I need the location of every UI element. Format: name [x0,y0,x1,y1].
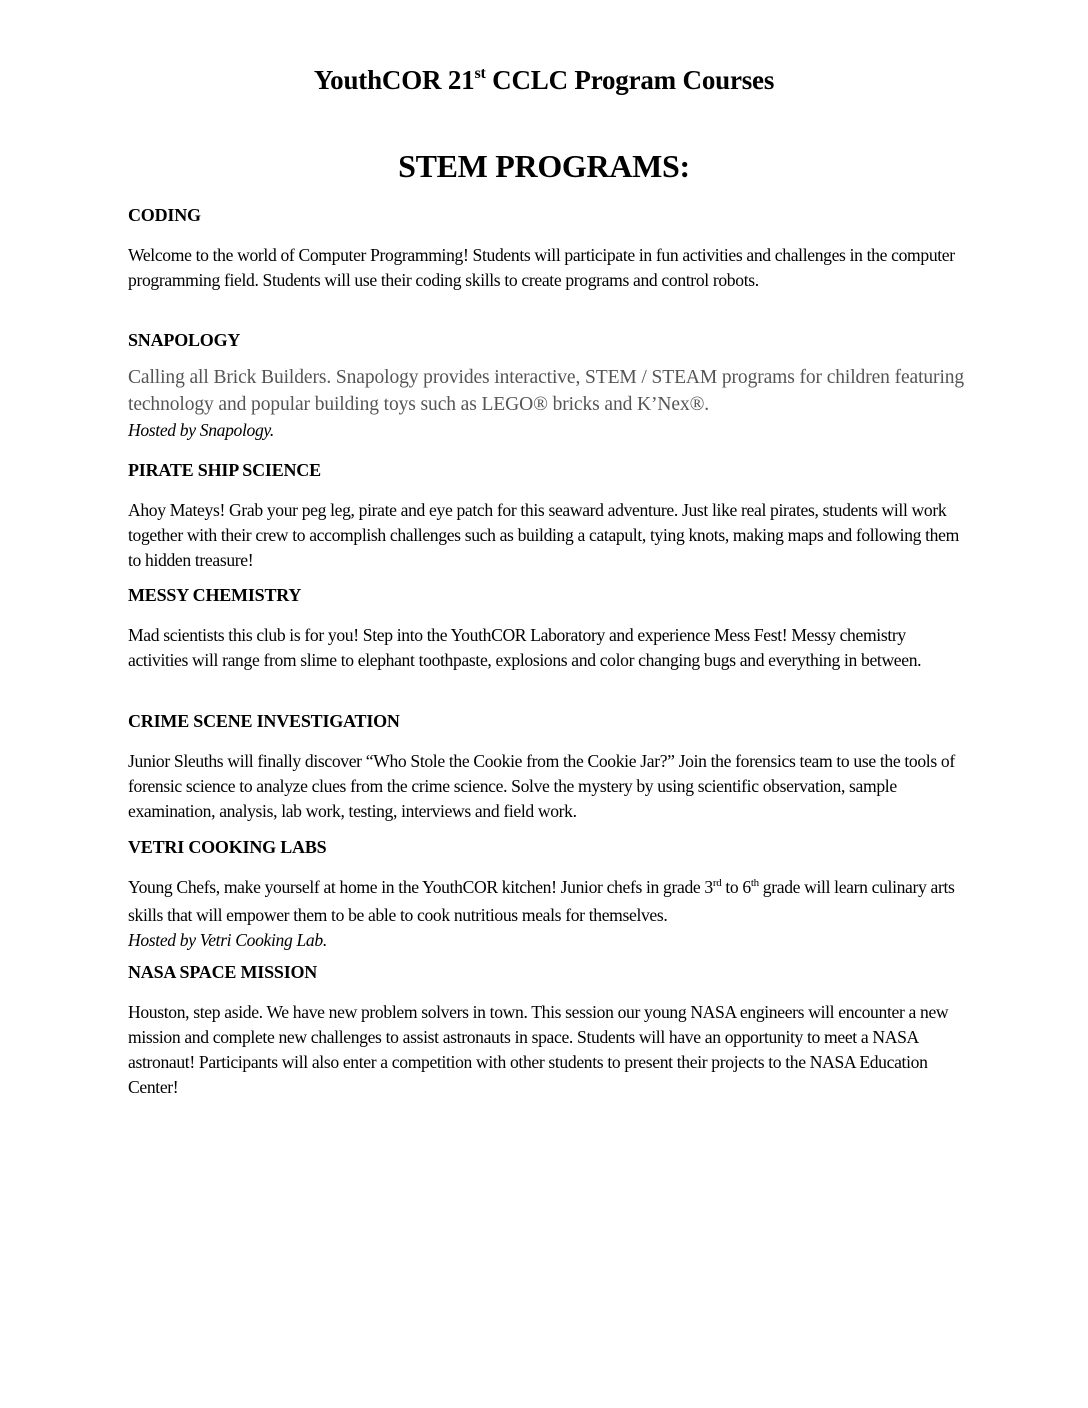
course-description [128,875,968,953]
course-description: Junior Sleuths will finally discover “Who Stole the Cookie from the Cookie Jar?” Join the forensics team to use the tools of forensic science to analyze clues from the crime science. Solve the mystery by using scientific observation, sample examination, analysis, lab work, testing, interviews and field work. [128,751,955,821]
course-snapology [128,328,968,443]
grade-superscript-rd: rd [712,877,722,889]
course-heading: CODING [128,205,201,225]
course-description: Houston, step aside. We have new problem solvers in town. This session our young NASA engineers will encounter a new mission and complete new challenges to assist astronauts in space. Students will have an opportunity to meet a NASA astronaut! Participants will also enter a competition with other students to present their projects to the NASA Education Center! [128,1002,949,1097]
document-title-superscript: st [474,65,486,82]
course-description-text: Calling all Brick Builders. Snapology provides interactive, STEM / STEAM programs for children featuring technology and popular building toys such as LEGO® bricks and K’Nex®. [128,367,965,415]
course-host: Hosted by Snapology. [128,420,274,440]
document-title [0,62,1088,103]
course-heading: NASA SPACE MISSION [128,962,318,982]
course-coding [128,203,968,293]
course-crime-scene-investigation [128,709,968,824]
document-title-prefix: YouthCOR 21 [313,65,475,95]
course-messy-chemistry [128,583,968,673]
course-heading: CRIME SCENE INVESTIGATION [128,711,400,731]
course-vetri-cooking-labs [128,835,968,953]
course-host: Hosted by Vetri Cooking Lab. [128,930,327,950]
course-heading: PIRATE SHIP SCIENCE [128,460,321,480]
course-heading: SNAPOLOGY [128,330,241,350]
course-description [128,364,968,443]
course-heading: VETRI COOKING LABS [128,837,327,857]
course-pirate-ship-science [128,458,968,573]
course-description-part2: to 6 [721,877,751,897]
course-description-part3: grade will learn culinary arts skills that will empower them to be able to cook nutritious meals for themselves. [128,877,955,925]
document-title-suffix: CCLC Program Courses [485,65,775,95]
course-description: Ahoy Mateys! Grab your peg leg, pirate and eye patch for this seaward adventure. Just like real pirates, students will work together with their crew to accomplish challenges such as building a catapult, tying knots, making maps and following them to hidden treasure! [128,500,959,570]
course-description: Mad scientists this club is for you! Step into the YouthCOR Laboratory and experience Mess Fest! Messy chemistry activities will range from slime to elephant toothpaste, explosions and color changing bugs and everything in between. [128,625,922,670]
course-heading: MESSY CHEMISTRY [128,585,302,605]
course-description: Welcome to the world of Computer Programming! Students will participate in fun activities and challenges in the computer programming field. Students will use their coding skills to create programs and control robots. [128,245,955,290]
course-nasa-space-mission [128,960,968,1100]
section-title: STEM PROGRAMS: [398,148,690,184]
grade-superscript-th: th [750,877,759,889]
course-description-part1: Young Chefs, make yourself at home in the YouthCOR kitchen! Junior chefs in grade 3 [128,877,713,897]
